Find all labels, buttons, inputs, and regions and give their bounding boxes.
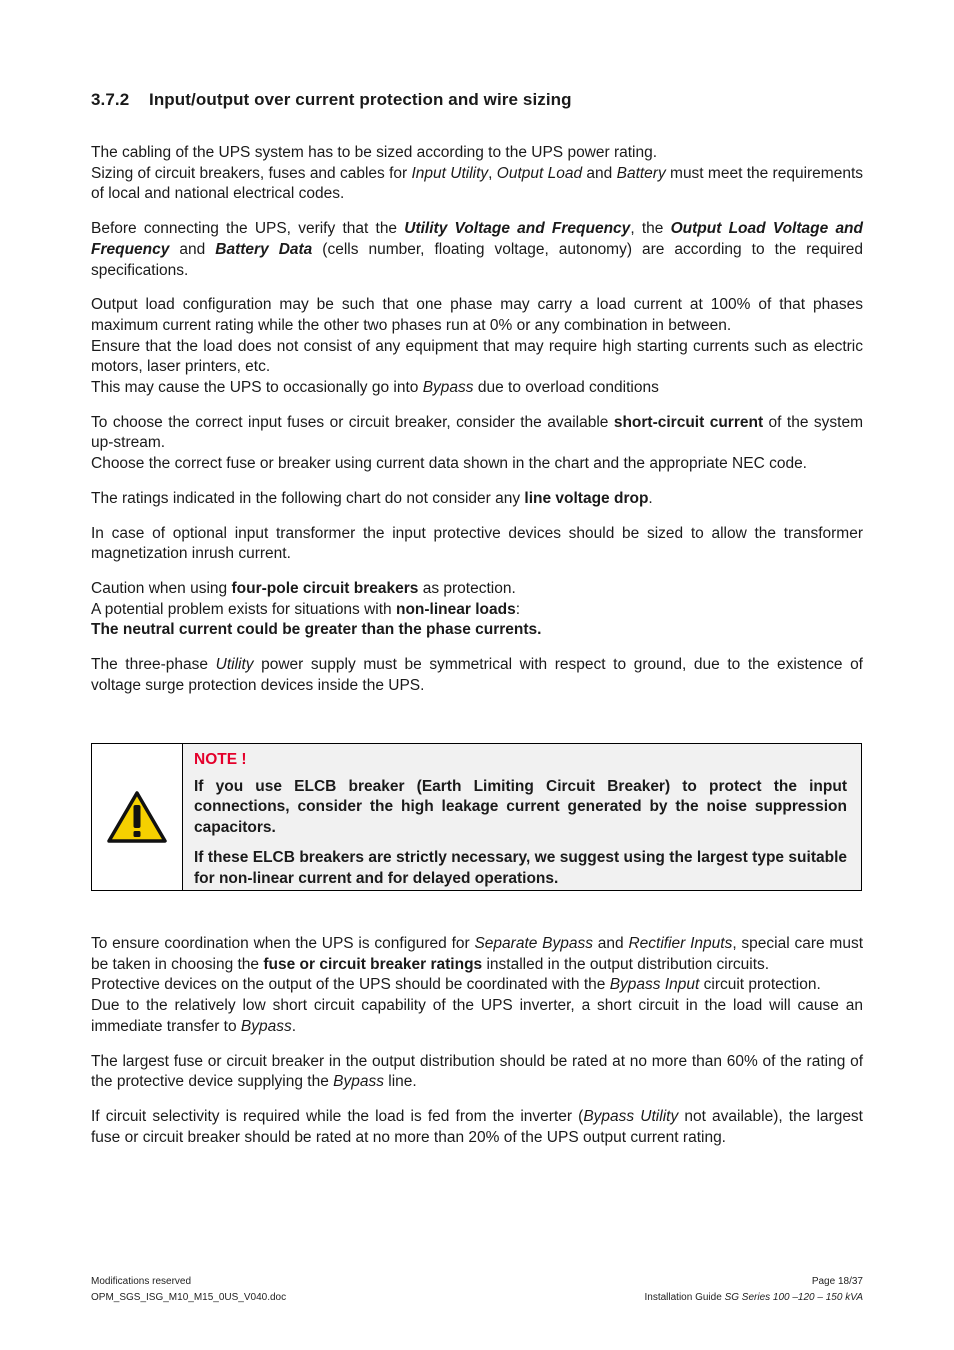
- paragraph: The cabling of the UPS system has to be sized according to the UPS power rating.: [91, 144, 658, 161]
- note-title: NOTE !: [194, 751, 247, 768]
- paragraph: To ensure coordination when the UPS is configured for Separate Bypass and Rectifier Inputs, special care must be taken in choosing the fuse or circuit breaker ratings installed in the output distribution circuits.: [91, 935, 863, 973]
- note-line: If these ELCB breakers are strictly necessary, we suggest using the largest type suitable for non-linear current and for delayed operations.: [194, 848, 847, 887]
- paragraph: To choose the correct input fuses or circuit breaker, consider the available short-circuit current of the system up-stream.: [91, 413, 864, 452]
- paragraph: If circuit selectivity is required while the load is fed from the inverter (Bypass Utility not available), the largest fuse or circuit breaker should be rated at no more than 20% of the UPS output current rating.: [91, 1107, 863, 1146]
- footer-page-number: Page 18/37: [811, 1276, 863, 1287]
- footer-modifications: Modifications reserved: [91, 1276, 192, 1287]
- footer-guide-title: Installation Guide SG Series 100 –120 – 150 kVA: [644, 1292, 863, 1303]
- footer-left: [91, 1274, 286, 1306]
- paragraph: The three-phase Utility power supply must be symmetrical with respect to ground, due to the existence of voltage surge protection devices inside the UPS.: [91, 656, 863, 694]
- section-heading: [91, 90, 863, 110]
- paragraph: Choose the correct fuse or breaker using current data shown in the chart and the appropriate NEC code.: [91, 455, 807, 473]
- paragraph: A potential problem exists for situations with non-linear loads:: [91, 600, 521, 618]
- note-box: [91, 743, 862, 891]
- paragraph: In case of optional input transformer the input protective devices should be sized to allow the transformer magnetization inrush current.: [91, 524, 863, 563]
- paragraph: This may cause the UPS to occasionally go into Bypass due to overload conditions: [91, 379, 659, 397]
- paragraph: Ensure that the load does not consist of any equipment that may require high starting currents such as electric motors, laser printers, etc.: [91, 337, 863, 376]
- note-line: If you use ELCB breaker (Earth Limiting Circuit Breaker) to protect the input connections, consider the high leakage current generated by the noise suppression capacitors.: [194, 777, 847, 837]
- footer-filename: OPM_SGS_ISG_M10_M15_0US_V040.doc: [91, 1292, 287, 1303]
- section-title: Input/output over current protection and wire sizing: [149, 90, 572, 109]
- body-text-2: [91, 934, 863, 1162]
- section-number: 3.7.2: [91, 90, 130, 109]
- paragraph: Caution when using four-pole circuit breakers as protection.: [91, 579, 516, 597]
- note-text: [183, 744, 861, 890]
- paragraph: The neutral current could be greater than the phase currents.: [91, 621, 542, 639]
- footer-right: [645, 1274, 864, 1306]
- warning-triangle-icon: [106, 790, 168, 844]
- paragraph: Before connecting the UPS, verify that the Utility Voltage and Frequency, the Output Load Voltage and Frequency and Battery Data (cells number, floating voltage, autonomy) are according to the required specifications.: [91, 220, 863, 279]
- note-icon-cell: [92, 744, 183, 890]
- paragraph: Sizing of circuit breakers, fuses and cables for Input Utility, Output Load and Battery must meet the requirements of local and national electrical codes.: [91, 164, 863, 203]
- body-text: [91, 143, 863, 710]
- paragraph: The largest fuse or circuit breaker in the output distribution should be rated at no more than 60% of the rating of the protective device supplying the Bypass line.: [91, 1052, 863, 1091]
- paragraph: The ratings indicated in the following chart do not consider any line voltage drop.: [91, 489, 653, 507]
- paragraph: Protective devices on the output of the UPS should be coordinated with the Bypass Input circuit protection.: [91, 976, 821, 994]
- paragraph: Output load configuration may be such that one phase may carry a load current at 100% of that phases maximum current rating while the other two phases run at 0% or any combination in between.: [91, 296, 863, 334]
- paragraph: Due to the relatively low short circuit capability of the UPS inverter, a short circuit in the load will cause an immediate transfer to Bypass.: [91, 997, 863, 1035]
